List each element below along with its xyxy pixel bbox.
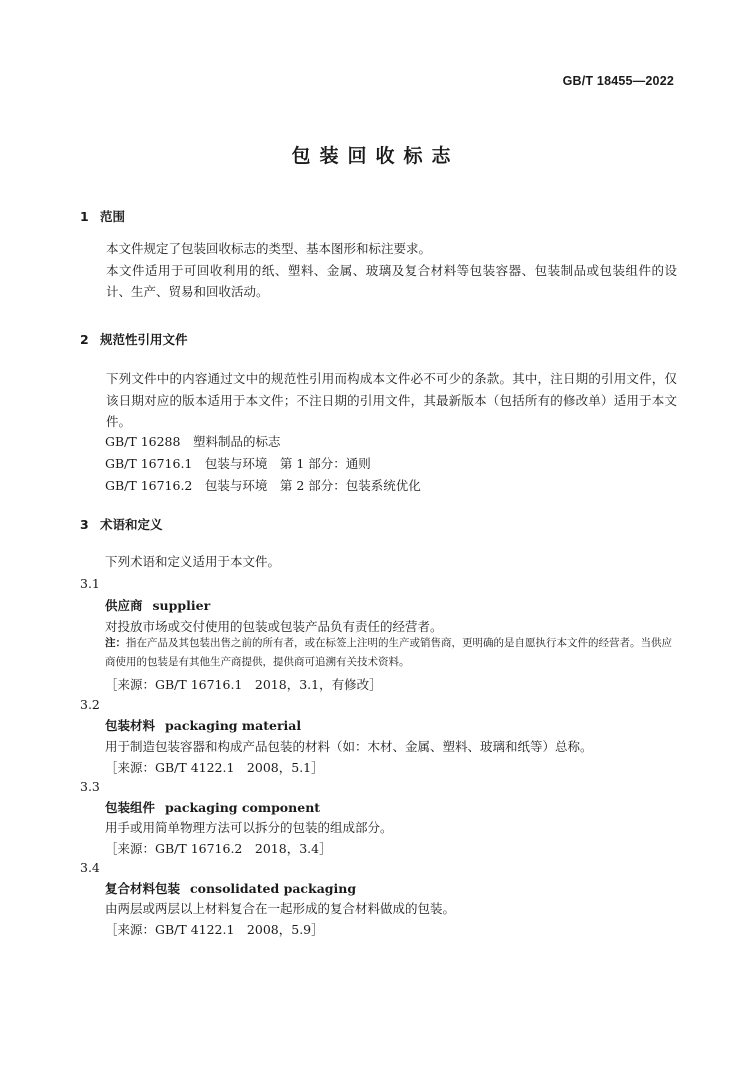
section-1-heading <box>80 207 125 225</box>
note-text: 指在产品及其包装出售之前的所有者，或在标签上注明的生产或销售商，更明确的是自愿执行本文件的经营者。当供应商使用的包装是有其他生产商提供，提供商可追溯有关技术资料。 <box>105 637 672 668</box>
term-en: packaging material <box>165 718 302 733</box>
note-label: 注： <box>105 637 126 649</box>
term-definition: 用手或用简单物理方法可以拆分的包装的组成部分。 <box>105 820 393 835</box>
standard-number: GB/T 18455—2022 <box>562 74 674 88</box>
term-zh: 供应商 <box>105 598 143 613</box>
term-number: 3.4 <box>80 860 100 875</box>
term-name <box>105 596 210 614</box>
term-name <box>105 716 301 734</box>
term-zh: 复合材料包装 <box>105 881 181 896</box>
document-title: 包装回收标志 <box>291 145 460 167</box>
term-number: 3.2 <box>80 697 100 712</box>
term-en: packaging component <box>165 800 321 815</box>
section-1-body <box>80 238 677 303</box>
paragraph: 本文件规定了包装回收标志的类型、基本图形和标注要求。 <box>106 241 432 256</box>
term-source: ［来源：GB/T 4122.1 2008，5.9］ <box>105 922 324 937</box>
term-zh: 包装材料 <box>105 718 156 733</box>
paragraph: 本文件适用于可回收利用的纸、塑料、金属、玻璃及复合材料等包装容器、包装制品或包装组件的设计、生产、贸易和回收活动。 <box>106 262 677 299</box>
section-2-body <box>80 368 677 433</box>
normative-reference: GB/T 16716.2 包装与环境 第 2 部分：包装系统优化 <box>105 478 421 493</box>
term-name <box>105 879 356 897</box>
term-definition: 由两层或两层以上材料复合在一起形成的复合材料做成的包装。 <box>105 901 456 916</box>
term-name <box>105 798 320 816</box>
paragraph: 下列文件中的内容通过文中的规范性引用而构成本文件必不可少的条款。其中，注日期的引用文件，仅该日期对应的版本适用于本文件；不注日期的引用文件，其最新版本（包括所有的修改单）适用于本文件。 <box>106 371 677 429</box>
section-2-heading <box>80 330 188 348</box>
section-title: 术语和定义 <box>100 517 163 532</box>
term-en: supplier <box>152 598 211 613</box>
term-source: ［来源：GB/T 4122.1 2008，5.1］ <box>105 760 324 775</box>
term-zh: 包装组件 <box>105 800 156 815</box>
term-source: ［来源：GB/T 16716.2 2018，3.4］ <box>105 841 332 856</box>
section-title: 规范性引用文件 <box>100 332 188 347</box>
term-source: ［来源：GB/T 16716.1 2018，3.1，有修改］ <box>105 677 382 692</box>
terms-intro: 下列术语和定义适用于本文件。 <box>105 554 281 569</box>
section-number: 1 <box>80 209 89 224</box>
term-en: consolidated packaging <box>190 881 357 896</box>
term-number: 3.1 <box>80 576 100 591</box>
section-3-heading <box>80 515 163 533</box>
term-note <box>105 634 675 672</box>
normative-reference: GB/T 16288 塑料制品的标志 <box>105 434 281 449</box>
normative-reference: GB/T 16716.1 包装与环境 第 1 部分：通则 <box>105 456 371 471</box>
section-number: 3 <box>80 517 89 532</box>
term-definition: 对投放市场或交付使用的包装或包装产品负有责任的经营者。 <box>105 619 443 634</box>
term-definition: 用于制造包装容器和构成产品包装的材料（如：木材、金属、塑料、玻璃和纸等）总称。 <box>105 739 593 754</box>
section-number: 2 <box>80 332 89 347</box>
section-title: 范围 <box>100 209 126 224</box>
term-number: 3.3 <box>80 779 100 794</box>
